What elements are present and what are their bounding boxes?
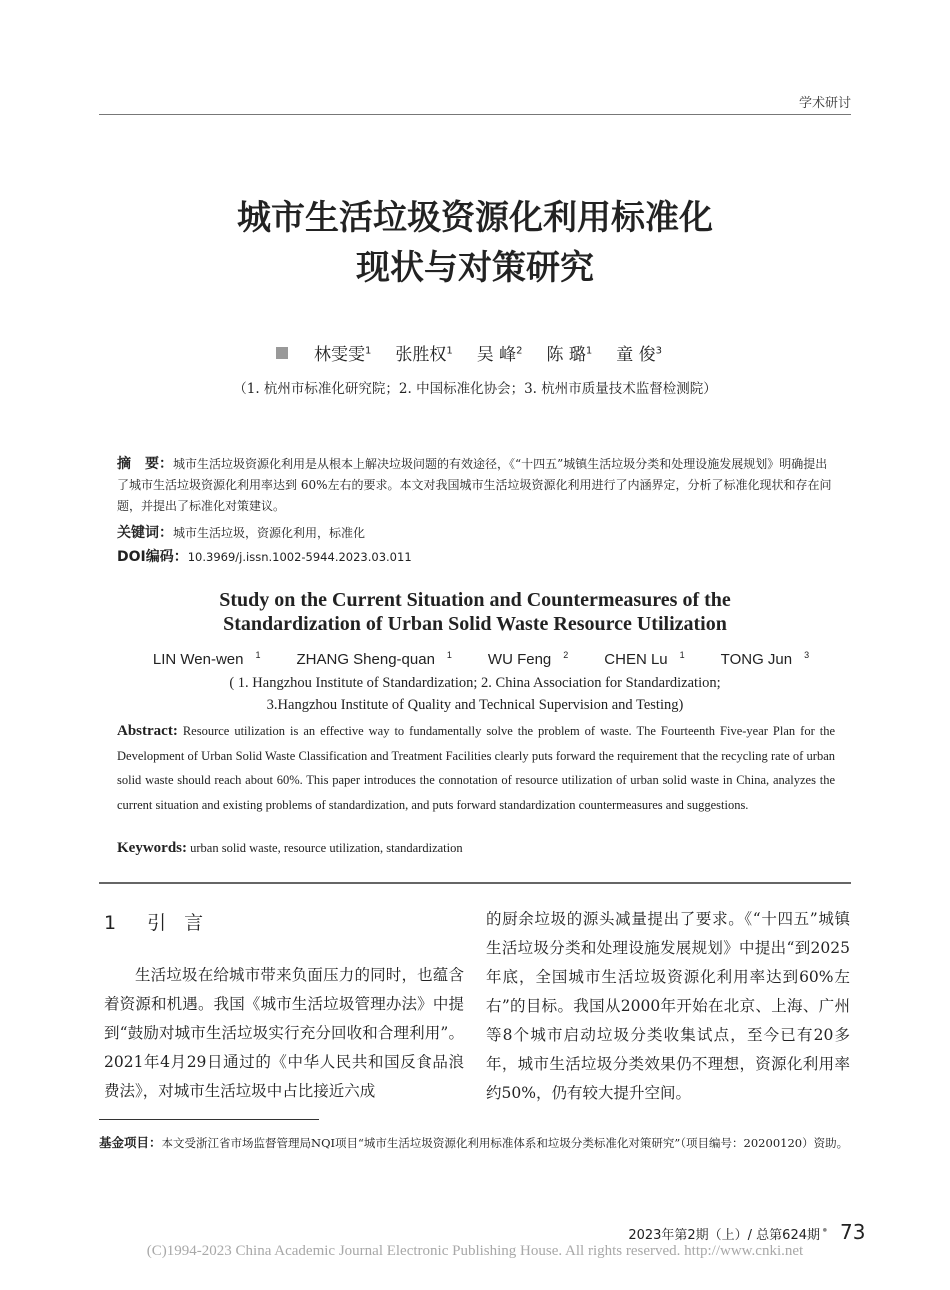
author-en: TONG Jun $^3$	[720, 650, 810, 668]
keywords-en-label: Keywords:	[117, 840, 187, 856]
author-cn: 吴 峰$^2$	[476, 345, 523, 365]
body-left-column: 生活垃圾在给城市带来负面压力的同时，也蕴含着资源和机遇。我国《城市生活垃圾管理办法》中提到“鼓励对城市生活垃圾实行充分回收和合理利用”。2021年4月29日通过的《中华人民共和国反食品浪费法》，对城市生活垃圾中占比接近六成	[104, 966, 464, 1100]
funding-text: 本文受浙江省市场监督管理局NQI项目“城市生活垃圾资源化利用标准体系和垃圾分类标准化对策研究”（项目编号：20200120）资助。	[161, 1136, 849, 1150]
authors-en	[0, 650, 950, 668]
keywords-cn	[117, 523, 835, 544]
affiliations-en-line-2: 3.Hangzhou Institute of Quality and Technical Supervision and Testing)	[266, 697, 684, 713]
keywords-en	[117, 840, 463, 857]
issue-info: 2023年第2期（上）/ 总第624期	[628, 1228, 820, 1243]
copyright-watermark: (C)1994-2023 China Academic Journal Electronic Publishing House. All rights reserved. http://www.cnki.net	[146, 1243, 804, 1259]
abstract-cn	[117, 454, 835, 517]
author-cn: 张胜权$^1$	[395, 345, 453, 365]
author-cn: 陈 璐$^1$	[546, 345, 593, 365]
title-line-2: 现状与对策研究	[356, 248, 594, 288]
funding-label: 基金项目：	[99, 1135, 162, 1150]
keywords-cn-label: 关键词：	[117, 525, 173, 541]
abstract-en-text: Resource utilization is an effective way to fundamentally solve the problem of waste. The Fourteenth Five-year Plan for the Development of Urban Solid Waste Classification and Treatment Facilities clearly puts forward the requirement that the recycling rate of urban solid waste should reach about 60%. This paper introduces the connotation of resource utilization of urban solid waste in China, analyzes the current situation and existing problems of standardization, and puts forward standardization countermeasures and suggestions.	[117, 724, 835, 812]
english-title-line-1: Study on the Current Situation and Countermeasures of the	[219, 589, 731, 611]
author-en: ZHANG Sheng-quan $^1$	[296, 650, 452, 668]
bullet-dot-icon: •	[821, 1224, 829, 1239]
section-label: 学术研讨	[798, 96, 851, 111]
abstract-cn-label: 摘 要：	[117, 456, 173, 472]
author-en: LIN Wen-wen $^1$	[152, 650, 261, 668]
author-en: WU Feng $^2$	[487, 650, 569, 668]
section-divider	[99, 882, 851, 884]
header-divider	[99, 114, 851, 115]
doi	[117, 547, 835, 568]
footnote-divider	[99, 1119, 319, 1120]
author-cn: 林雯雯$^1$	[313, 345, 372, 365]
section-heading: 1 引 言	[104, 912, 210, 934]
author-cn: 童 俊$^3$	[616, 345, 663, 365]
affiliations-en-line-1: ( 1. Hangzhou Institute of Standardization; 2. China Association for Standardization;	[229, 675, 721, 691]
funding-note	[99, 1133, 854, 1153]
english-title	[0, 588, 950, 636]
english-title-line-2: Standardization of Urban Solid Waste Resource Utilization	[223, 613, 727, 635]
page-number: 73	[840, 1220, 866, 1244]
doi-label: DOI编码：	[117, 549, 188, 565]
affiliations-cn: （1. 杭州市标准化研究院；2. 中国标准化协会；3. 杭州市质量技术监督检测院）	[233, 381, 717, 397]
authors-cn	[0, 340, 950, 365]
title-line-1: 城市生活垃圾资源化利用标准化	[237, 198, 713, 238]
square-bullet-icon	[276, 347, 288, 359]
keywords-en-text: urban solid waste, resource utilization, standardization	[190, 841, 463, 855]
abstract-cn-text: 城市生活垃圾资源化利用是从根本上解决垃圾问题的有效途径，《“十四五”城镇生活垃圾分类和处理设施发展规划》明确提出了城市生活垃圾资源化利用率达到 60%左右的要求。本文对我国城市生活垃圾资源化利用进行了内涵界定，分析了标准化现状和存在问题，并提出了标准化对策建议。	[117, 457, 832, 513]
abstract-en-label: Abstract:	[117, 723, 178, 739]
keywords-cn-text: 城市生活垃圾，资源化利用，标准化	[173, 526, 366, 540]
abstract-en	[117, 719, 835, 817]
author-en: CHEN Lu $^1$	[604, 650, 685, 668]
body-right-column: 的厨余垃圾的源头减量提出了要求。《“十四五”城镇生活垃圾分类和处理设施发展规划》中提出“到2025年底，全国城市生活垃圾资源化利用率达到60%左右”的目标。我国从2000年开始在北京、上海、广州等8个城市启动垃圾分类收集试点，至今已有20多年，城市生活垃圾分类效果仍不理想，资源化利用率约50%，仍有较大提升空间。	[486, 910, 850, 1102]
doi-value: 10.3969/j.issn.1002-5944.2023.03.011	[187, 550, 412, 564]
